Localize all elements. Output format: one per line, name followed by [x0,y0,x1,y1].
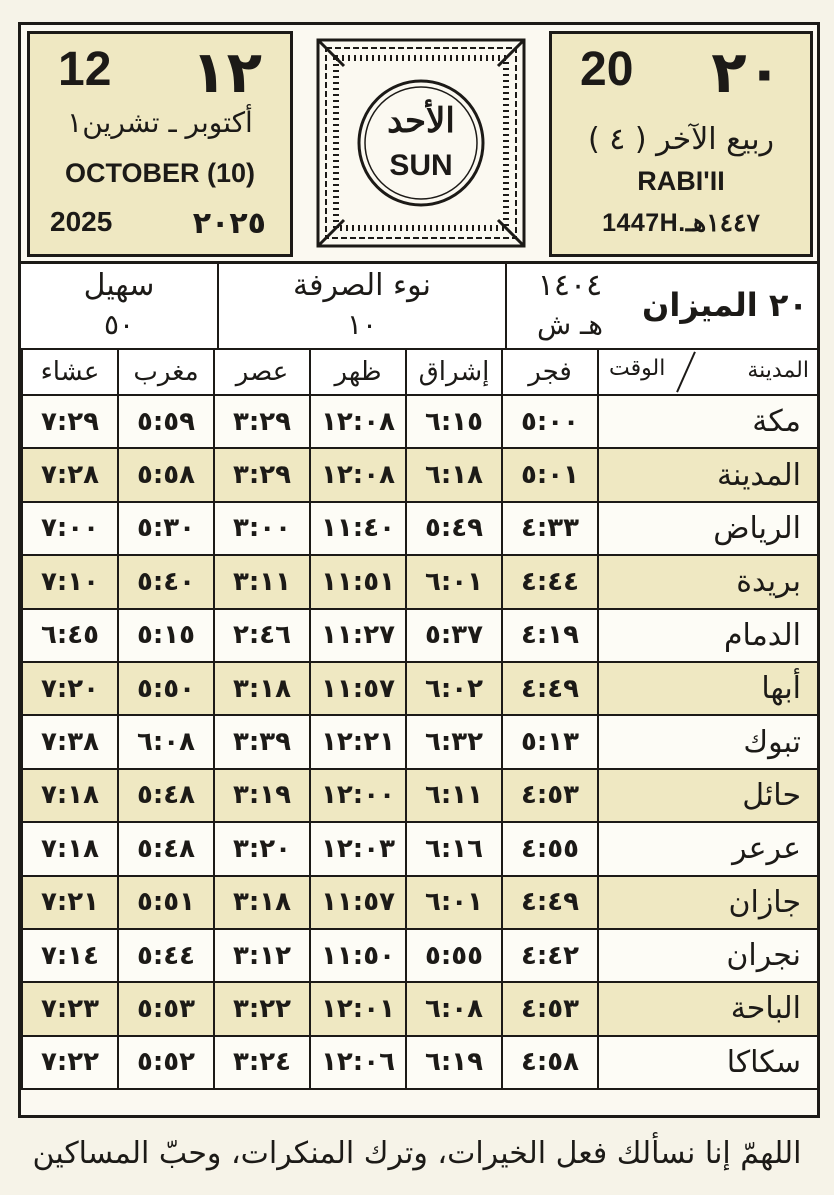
table-body [22,395,818,1089]
cell-city: بريدة [598,555,818,608]
hijri-year: 1447H.١٤٤٧هـ [602,209,760,237]
cell-city: الرياض [598,502,818,555]
weekday-emblem [309,31,533,255]
cell-isha: ٦:٤٥ [22,609,118,662]
header-asr: عصر [214,349,310,395]
weekday-ar: الأحد [387,101,455,141]
zodiac-cell [633,264,817,348]
gregorian-year-ar: ٢٠٢٥ [192,206,266,241]
gregorian-day [30,38,290,106]
cell-ishraq: ٦:١٦ [406,822,502,875]
table-row [22,876,818,929]
cell-asr: ٣:٢٩ [214,395,310,448]
naw-label: نوء الصرفة [293,268,431,303]
cell-fajr: ٤:٤٤ [502,555,598,608]
cell-isha: ٧:٢٩ [22,395,118,448]
cell-isha: ٧:٢٨ [22,448,118,501]
cell-asr: ٣:٠٠ [214,502,310,555]
cell-maghrib: ٥:٤٤ [118,929,214,982]
table-row [22,982,818,1035]
cell-ishraq: ٥:٥٥ [406,929,502,982]
table-row [22,929,818,982]
cell-maghrib: ٥:٥٠ [118,662,214,715]
cell-dhuhr: ١٢:٠٠ [310,769,406,822]
cell-isha: ٧:٢٠ [22,662,118,715]
gregorian-date-box [27,31,293,257]
date-header [21,25,817,263]
header-dhuhr: ظهر [310,349,406,395]
calendar-page [18,22,820,1118]
cell-asr: ٣:٣٩ [214,715,310,768]
header-time: الوقت [609,356,666,381]
table-row [22,769,818,822]
header-maghrib: مغرب [118,349,214,395]
cell-fajr: ٥:٠١ [502,448,598,501]
gregorian-month-ar: أكتوبر ـ تشرين١ [67,106,253,139]
zodiac-date: ٢٠ الميزان [642,286,808,324]
naw-value: ١٠ [346,308,378,341]
table-row [22,395,818,448]
cell-maghrib: ٥:٥٢ [118,1036,214,1089]
table-row [22,715,818,768]
cell-asr: ٢:٤٦ [214,609,310,662]
table-row [22,502,818,555]
solar-hijri-label: هـ ش [536,308,604,341]
cell-asr: ٣:٢٤ [214,1036,310,1089]
cell-ishraq: ٦:٠٢ [406,662,502,715]
cell-maghrib: ٥:٥١ [118,876,214,929]
cell-city: سكاكا [598,1036,818,1089]
hijri-date-box [549,31,813,257]
cell-dhuhr: ١١:٥١ [310,555,406,608]
ornament-seal-icon [314,36,528,250]
cell-asr: ٣:٢٢ [214,982,310,1035]
cell-fajr: ٤:٥٣ [502,769,598,822]
cell-ishraq: ٥:٤٩ [406,502,502,555]
cell-dhuhr: ١١:٥٧ [310,876,406,929]
cell-fajr: ٥:١٣ [502,715,598,768]
header-divider [676,351,696,392]
cell-city: مكة [598,395,818,448]
hijri-day [552,38,810,106]
cell-isha: ٧:٢٣ [22,982,118,1035]
suhail-label: سهيل [83,268,155,303]
weekday-en: SUN [389,149,453,182]
cell-dhuhr: ١٢:٠١ [310,982,406,1035]
table-header-row [22,349,818,395]
cell-dhuhr: ١١:٤٠ [310,502,406,555]
table-row [22,448,818,501]
cell-fajr: ٤:٤٩ [502,662,598,715]
cell-dhuhr: ١٢:٠٣ [310,822,406,875]
cell-ishraq: ٦:٠٨ [406,982,502,1035]
table-row [22,1036,818,1089]
cell-isha: ٧:١٨ [22,769,118,822]
cell-fajr: ٤:٥٣ [502,982,598,1035]
cell-maghrib: ٥:١٥ [118,609,214,662]
hijri-day-ar: ٢٠ [711,38,782,106]
cell-dhuhr: ١٢:٢١ [310,715,406,768]
footer-dua: اللهمّ إنا نسألك فعل الخيرات، وترك المنكرات، وحبّ المساكين [32,1136,802,1171]
cell-ishraq: ٦:٠١ [406,876,502,929]
solar-hijri-cell [507,264,633,348]
cell-fajr: ٤:٥٥ [502,822,598,875]
naw-cell [219,264,507,348]
cell-dhuhr: ١٢:٠٨ [310,448,406,501]
cell-ishraq: ٦:١٨ [406,448,502,501]
cell-city: الباحة [598,982,818,1035]
cell-maghrib: ٥:٥٨ [118,448,214,501]
suhail-value: ٥٠ [103,308,135,341]
cell-ishraq: ٦:٠١ [406,555,502,608]
cell-fajr: ٤:٤٢ [502,929,598,982]
cell-fajr: ٤:٣٣ [502,502,598,555]
cell-dhuhr: ١١:٥٧ [310,662,406,715]
cell-maghrib: ٥:٤٠ [118,555,214,608]
cell-city: الدمام [598,609,818,662]
cell-ishraq: ٦:١٩ [406,1036,502,1089]
cell-dhuhr: ١١:٥٠ [310,929,406,982]
cell-asr: ٣:١٨ [214,876,310,929]
cell-isha: ٧:١٠ [22,555,118,608]
cell-isha: ٧:٣٨ [22,715,118,768]
gregorian-year-en: 2025 [50,206,113,237]
cell-city: حائل [598,769,818,822]
cell-asr: ٣:٢٩ [214,448,310,501]
cell-fajr: ٤:٥٨ [502,1036,598,1089]
cell-asr: ٣:١٩ [214,769,310,822]
header-isha: عشاء [22,349,118,395]
header-ishraq: إشراق [406,349,502,395]
hijri-month-ar: ربيع الآخر ( ٤ ) [587,122,775,157]
solar-hijri-year: ١٤٠٤ [537,268,603,303]
season-info-band [21,261,817,351]
cell-dhuhr: ١٢:٠٦ [310,1036,406,1089]
hijri-month-en: RABI'II [637,166,725,196]
cell-city: نجران [598,929,818,982]
table-row [22,609,818,662]
prayer-times-table [21,348,819,1090]
header-city-time [598,349,818,395]
cell-ishraq: ٦:١١ [406,769,502,822]
cell-fajr: ٥:٠٠ [502,395,598,448]
cell-isha: ٧:٠٠ [22,502,118,555]
table-row [22,662,818,715]
cell-maghrib: ٥:٥٣ [118,982,214,1035]
cell-asr: ٣:٢٠ [214,822,310,875]
cell-fajr: ٤:١٩ [502,609,598,662]
cell-ishraq: ٦:١٥ [406,395,502,448]
cell-maghrib: ٥:٤٨ [118,769,214,822]
gregorian-day-en: 12 [58,43,112,96]
table-row [22,555,818,608]
cell-asr: ٣:١١ [214,555,310,608]
cell-asr: ٣:١٨ [214,662,310,715]
cell-ishraq: ٥:٣٧ [406,609,502,662]
hijri-day-en: 20 [580,43,634,96]
gregorian-month-en: OCTOBER (10) [64,158,256,188]
cell-maghrib: ٥:٥٩ [118,395,214,448]
table-row [22,822,818,875]
cell-isha: ٧:٢٢ [22,1036,118,1089]
cell-isha: ٧:٢١ [22,876,118,929]
cell-city: جازان [598,876,818,929]
cell-dhuhr: ١٢:٠٨ [310,395,406,448]
header-city: المدينة [747,358,809,383]
cell-maghrib: ٥:٤٨ [118,822,214,875]
cell-city: أبها [598,662,818,715]
cell-city: تبوك [598,715,818,768]
cell-isha: ٧:١٤ [22,929,118,982]
suhail-cell [21,264,219,348]
gregorian-day-ar: ١٢ [191,38,262,106]
cell-asr: ٣:١٢ [214,929,310,982]
cell-dhuhr: ١١:٢٧ [310,609,406,662]
header-fajr: فجر [502,349,598,395]
cell-ishraq: ٦:٣٢ [406,715,502,768]
cell-isha: ٧:١٨ [22,822,118,875]
cell-maghrib: ٦:٠٨ [118,715,214,768]
cell-city: المدينة [598,448,818,501]
cell-maghrib: ٥:٣٠ [118,502,214,555]
cell-city: عرعر [598,822,818,875]
cell-fajr: ٤:٤٩ [502,876,598,929]
